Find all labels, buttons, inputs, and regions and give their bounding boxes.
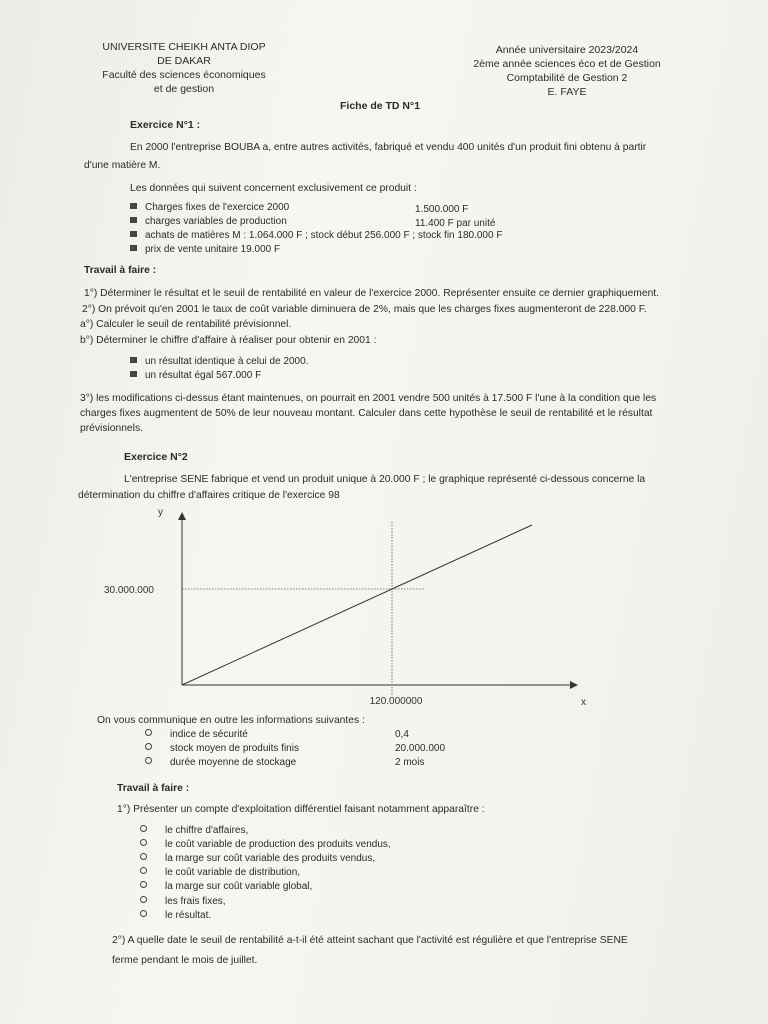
ex2-q1-item — [140, 838, 391, 853]
square-bullet-icon — [130, 371, 137, 377]
ex1-data-intro: Les données qui suivent concernent exclusivement ce produit : — [130, 183, 417, 194]
item-label: la marge sur coût variable global, — [165, 881, 313, 892]
circle-bullet-icon — [140, 839, 147, 846]
item-label: prix de vente unitaire 19.000 F — [145, 244, 281, 255]
ex2-q1-item — [140, 866, 300, 881]
item-label: achats de matières M : 1.064.000 F ; stock début 256.000 F ; stock fin 180.000 F — [145, 230, 503, 241]
x-axis-arrow-icon — [570, 681, 578, 689]
ex1-question-3-line-2: charges fixes augmentent de 50% de leur nouveau montant. Calculer dans cette hypothèse le seuil de rentabilité et le résultat — [80, 408, 653, 419]
item-label: les frais fixes, — [165, 896, 226, 907]
header-left-line: DE DAKAR — [157, 55, 211, 67]
ex2-question-2-line-1: 2°) A quelle date le seuil de rentabilité a-t-il été atteint sachant que l'activité est régulière et que l'entreprise SENE — [112, 935, 628, 946]
ex1-item — [130, 243, 280, 258]
ex1-item — [130, 215, 287, 230]
item-label: un résultat identique à celui de 2000. — [145, 356, 309, 367]
page-title: Fiche de TD N°1 — [340, 100, 421, 112]
circle-bullet-icon — [140, 896, 147, 903]
circle-bullet-icon — [145, 757, 152, 764]
exercise-2-title: Exercice N°2 — [124, 451, 188, 463]
ex1-question-1: 1°) Déterminer le résultat et le seuil de rentabilité en valeur de l'exercice 2000. Représenter ensuite ce dernier graphiquement. — [84, 288, 660, 299]
university-header — [84, 40, 284, 96]
square-bullet-icon — [130, 245, 137, 251]
y-marker-label: 30.000.000 — [103, 585, 154, 596]
circle-bullet-icon — [140, 867, 147, 874]
item-label: le coût variable de production des produits vendus, — [165, 839, 391, 850]
info-label: durée moyenne de stockage — [170, 757, 297, 768]
item-label: la marge sur coût variable des produits vendus, — [165, 853, 376, 864]
item-label: le résultat. — [165, 910, 212, 921]
y-axis-arrow-icon — [178, 512, 186, 520]
ex2-info-item — [145, 728, 248, 743]
ex1-item — [130, 201, 289, 216]
ex2-question-2-line-2: ferme pendant le mois de juillet. — [112, 955, 258, 966]
header-right-line: Comptabilité de Gestion 2 — [506, 72, 628, 84]
header-right-line: 2ème année sciences éco et de Gestion — [473, 58, 661, 70]
ex1-question-3-line-1: 3°) les modifications ci-dessus étant maintenues, on pourrait en 2001 vendre 500 unités à 17.500 F l'une à la condition que les — [80, 393, 657, 404]
circle-bullet-icon — [140, 881, 147, 888]
ex2-travail-heading: Travail à faire : — [117, 783, 190, 794]
header-left-line: Faculté des sciences économiques — [102, 69, 266, 81]
header-left-line: et de gestion — [153, 83, 215, 95]
ex1-intro-line-2: d'une matière M. — [84, 160, 161, 171]
ex2-q1-item — [140, 895, 226, 910]
circle-bullet-icon — [145, 743, 152, 750]
y-axis-label: y — [158, 507, 163, 518]
ex2-question-1: 1°) Présenter un compte d'exploitation différentiel faisant notamment apparaître : — [117, 804, 485, 815]
square-bullet-icon — [130, 203, 137, 209]
square-bullet-icon — [130, 357, 137, 363]
ex1-q2b-item — [130, 355, 308, 370]
ex2-q1-item — [140, 852, 375, 867]
item-label: le coût variable de distribution, — [165, 867, 301, 878]
square-bullet-icon — [130, 217, 137, 223]
circle-bullet-icon — [140, 853, 147, 860]
square-bullet-icon — [130, 231, 137, 237]
info-label: indice de sécurité — [170, 729, 248, 740]
ex1-item — [130, 229, 502, 244]
ex2-info-value: 20.000.000 — [395, 743, 446, 754]
ex2-info-value: 0,4 — [395, 729, 409, 740]
course-header — [462, 43, 672, 99]
exercise-1-title: Exercice N°1 : — [130, 119, 201, 131]
ex1-travail-heading: Travail à faire : — [84, 265, 157, 276]
ex2-q1-item — [140, 880, 312, 895]
ex2-q1-item — [140, 824, 248, 839]
item-label: Charges fixes de l'exercice 2000 — [145, 202, 290, 213]
item-label: un résultat égal 567.000 F — [145, 370, 262, 381]
info-label: stock moyen de produits finis — [170, 743, 299, 754]
ex2-intro-line-2: détermination du chiffre d'affaires critique de l'exercice 98 — [78, 490, 340, 501]
ex1-question-2b: b°) Déterminer le chiffre d'affaire à réaliser pour obtenir en 2001 : — [80, 335, 377, 346]
series-line — [182, 525, 532, 685]
x-marker-label: 120.000000 — [369, 696, 423, 707]
ex1-question-2a: a°) Calculer le seuil de rentabilité prévisionnel. — [80, 319, 292, 330]
item-label: le chiffre d'affaires, — [165, 825, 249, 836]
ex2-info-item — [145, 756, 296, 771]
ex2-q1-item — [140, 909, 211, 924]
ex1-intro-line-1: En 2000 l'entreprise BOUBA a, entre autres activités, fabriqué et vendu 400 unités d'un produit fini obtenu à partir — [130, 142, 647, 153]
ex2-info-item — [145, 742, 299, 757]
header-left-line: UNIVERSITE CHEIKH ANTA DIOP — [102, 41, 266, 53]
circle-bullet-icon — [140, 910, 147, 917]
ex1-question-3-line-3: prévisionnels. — [80, 423, 143, 434]
ex1-item-value: 11.400 F par unité — [415, 218, 496, 229]
ex1-q2b-item — [130, 369, 261, 384]
ex2-info-value: 2 mois — [395, 757, 425, 768]
ex1-question-2: 2°) On prévoit qu'en 2001 le taux de coût variable diminuera de 2%, mais que les charges fixes augmenteront de 228.000 F. — [82, 304, 647, 315]
ex2-info-intro: On vous communique en outre les informations suivantes : — [97, 715, 365, 726]
ex1-item-value: 1.500.000 F — [415, 204, 469, 215]
breakeven-chart — [0, 500, 768, 715]
header-right-line: E. FAYE — [547, 86, 587, 98]
x-axis-label: x — [581, 697, 586, 708]
circle-bullet-icon — [140, 825, 147, 832]
item-label: charges variables de production — [145, 216, 287, 227]
ex2-intro-line-1: L'entreprise SENE fabrique et vend un produit unique à 20.000 F ; le graphique représenté ci-dessous concerne la — [124, 474, 646, 485]
header-right-line: Année universitaire 2023/2024 — [495, 44, 639, 56]
circle-bullet-icon — [145, 729, 152, 736]
